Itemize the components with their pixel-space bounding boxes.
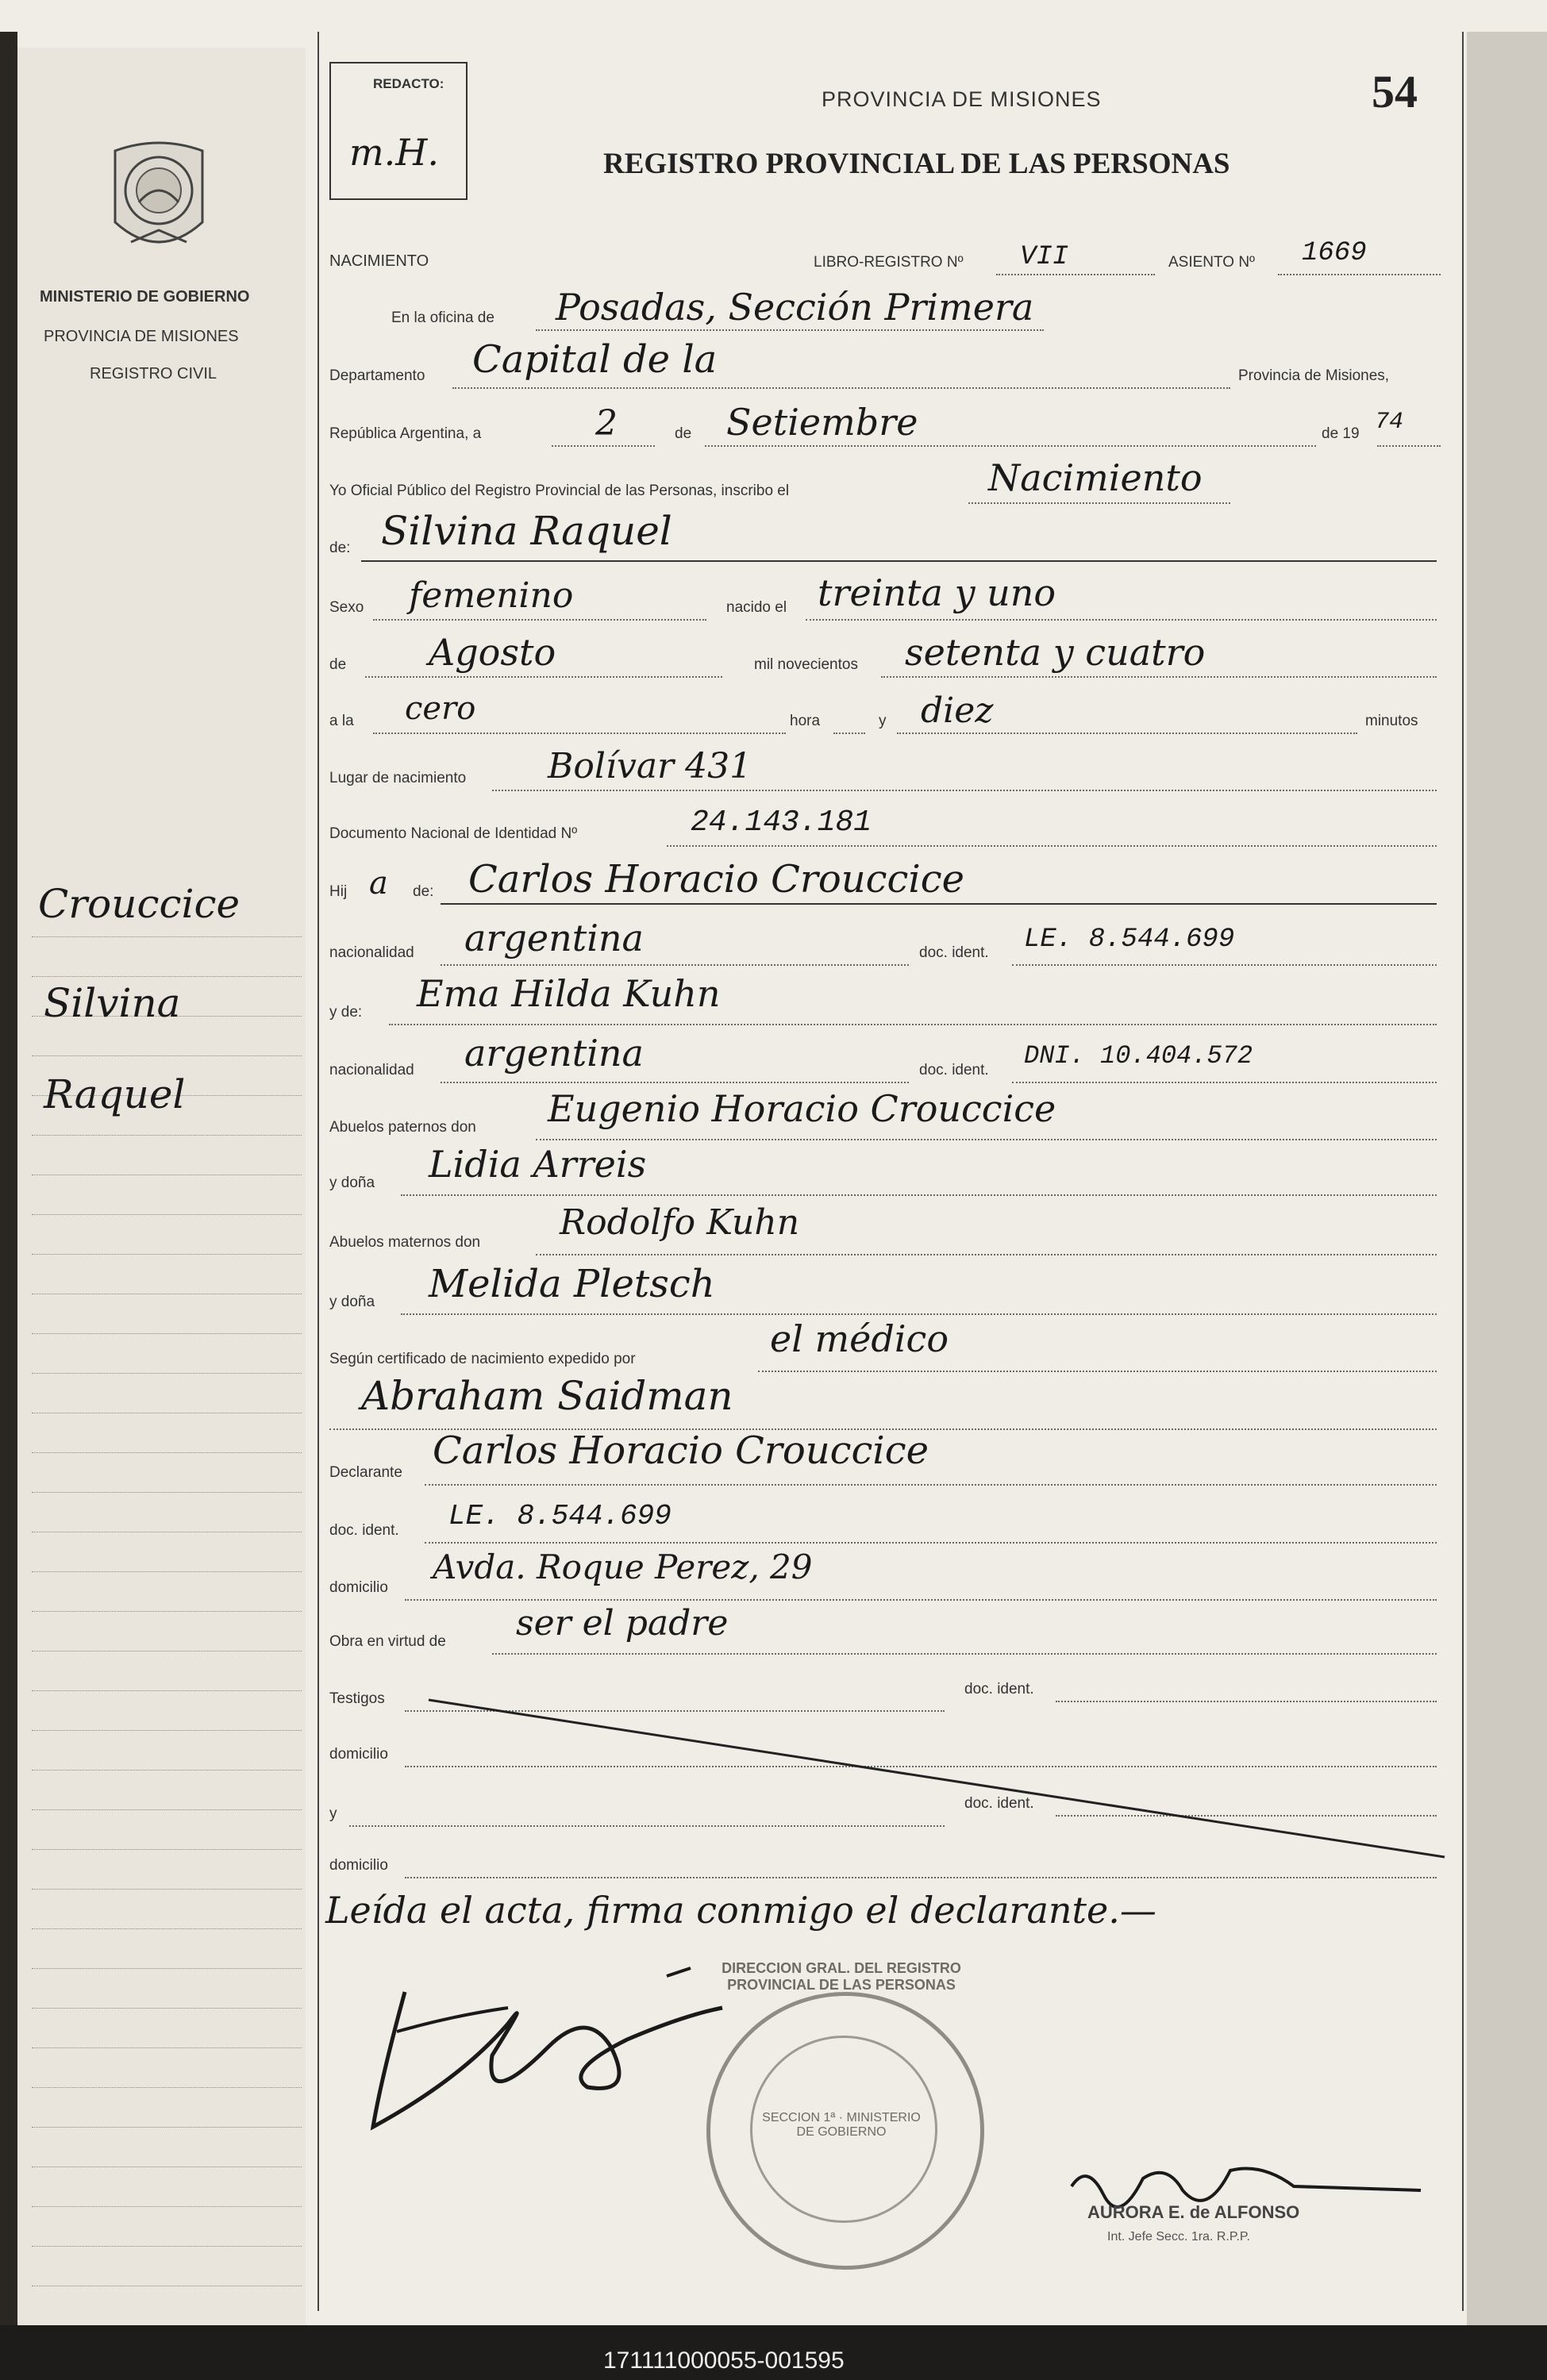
stub-column — [0, 48, 306, 2325]
libro-line — [996, 274, 1155, 275]
dia-line — [552, 445, 655, 447]
asiento-label: ASIENTO Nº — [1168, 254, 1255, 271]
hij-label: Hij — [329, 883, 348, 900]
hij-suffix: a — [369, 865, 388, 902]
de2-label: de: — [329, 540, 351, 556]
mes-nac-line — [365, 676, 722, 678]
margin-name-2: Raquel — [44, 1071, 186, 1117]
declarant-signature — [349, 1960, 762, 2151]
binding-edge — [0, 32, 17, 2325]
anio-value: 74 — [1375, 409, 1404, 436]
hora-line — [373, 732, 786, 734]
margin-name-1: Silvina — [44, 980, 181, 1026]
yde-label: y de: — [329, 1004, 363, 1021]
nac1-value: argentina — [464, 917, 644, 959]
lugar-label: Lugar de nacimiento — [329, 770, 467, 786]
page-number: 54 — [1372, 66, 1418, 117]
registry-title: REGISTRO PROVINCIAL DE LAS PERSONAS — [603, 148, 1230, 180]
redacto-label: REDACTO: — [373, 76, 444, 91]
minutos-value: diez — [921, 690, 994, 731]
departamento-value: Capital de la — [472, 337, 718, 382]
testigos-label: Testigos — [329, 1690, 385, 1707]
stamp-line-1: AURORA E. de ALFONSO — [1087, 2202, 1300, 2222]
barcode-text: 171111000055-001595 — [603, 2347, 845, 2374]
provincial-emblem-icon — [99, 135, 218, 266]
doc1-line — [1012, 964, 1437, 966]
redacto-initials: m.H. — [349, 131, 439, 174]
dom2-label: domicilio — [329, 1746, 388, 1763]
acto-value: Nacimiento — [988, 456, 1203, 499]
seal-inner-text: SECCION 1ª · MINISTERIO DE GOBIERNO — [762, 2111, 921, 2139]
docd-line — [425, 1542, 1437, 1544]
mes-nac-value: Agosto — [429, 631, 556, 674]
nombre-value: Silvina Raquel — [381, 508, 672, 554]
abpat-value: Eugenio Horacio Crouccice — [548, 1087, 1056, 1130]
declarante-value: Carlos Horacio Crouccice — [433, 1428, 929, 1473]
ala-label: a la — [329, 713, 354, 729]
minutos-line — [897, 732, 1357, 734]
de3-label: de — [329, 656, 347, 673]
mes-line — [705, 445, 1316, 447]
cert-line — [758, 1371, 1437, 1372]
nombre-line — [361, 560, 1437, 562]
ministry-line-3: REGISTRO CIVIL — [90, 365, 217, 383]
doc1-value: LE. 8.544.699 — [1024, 925, 1235, 955]
strike-through-line — [421, 1690, 1453, 1865]
acto-line — [968, 502, 1230, 504]
dni-label: Documento Nacional de Identidad Nº — [329, 825, 578, 842]
declarante-label: Declarante — [329, 1464, 402, 1481]
sexo-label: Sexo — [329, 599, 364, 616]
nac2-line — [441, 1082, 909, 1083]
anio-line — [1377, 445, 1441, 447]
y-label: y — [879, 713, 887, 729]
lugar-line — [492, 790, 1437, 791]
anio-nac-value: setenta y cuatro — [905, 631, 1206, 674]
hora-dots — [833, 732, 865, 734]
abpat2-line — [401, 1194, 1437, 1196]
oficina-label: En la oficina de — [391, 310, 495, 326]
mes-value: Setiembre — [726, 401, 918, 444]
nac1-label: nacionalidad — [329, 944, 414, 961]
departamento-line — [452, 387, 1230, 389]
domicilio-value: Avda. Roque Perez, 29 — [433, 1548, 813, 1586]
doc2-line — [1012, 1082, 1437, 1083]
dni-value: 24.143.181 — [691, 806, 872, 840]
nac1-line — [441, 964, 909, 966]
declarante-line — [425, 1484, 1437, 1486]
dom3-line — [405, 1877, 1437, 1878]
oficina-value: Posadas, Sección Primera — [556, 286, 1034, 329]
oficial-label: Yo Oficial Público del Registro Provincial de las Personas, inscribo el — [329, 483, 790, 499]
abpat-label: Abuelos paternos don — [329, 1119, 476, 1136]
nacido-label: nacido el — [726, 599, 787, 616]
ministry-line-2: PROVINCIA DE MISIONES — [44, 328, 239, 345]
dia-nac-line — [806, 619, 1437, 621]
doc3-label: doc. ident. — [964, 1681, 1034, 1698]
doc2-label: doc. ident. — [919, 1062, 989, 1078]
obra-line — [492, 1653, 1437, 1655]
sexo-line — [373, 619, 706, 621]
hora-label: hora — [790, 713, 821, 729]
medico-value: Abraham Saidman — [361, 1373, 733, 1419]
doc4-label: doc. ident. — [964, 1795, 1034, 1812]
obra-label: Obra en virtud de — [329, 1633, 446, 1650]
stub-lines — [0, 0, 1, 1]
departamento-label: Departamento — [329, 367, 425, 384]
ydona2-label: y doña — [329, 1294, 375, 1310]
dia-nac-value: treinta y uno — [818, 571, 1056, 614]
republica-label: República Argentina, a — [329, 425, 482, 442]
abmat-label: Abuelos maternos don — [329, 1234, 481, 1251]
nacimiento-label: NACIMIENTO — [329, 252, 429, 270]
abmat2-line — [401, 1313, 1437, 1315]
docd-value: LE. 8.544.699 — [448, 1500, 672, 1532]
stamp-line-2: Int. Jefe Secc. 1ra. R.P.P. — [1107, 2230, 1250, 2244]
nac2-label: nacionalidad — [329, 1062, 414, 1078]
nac2-value: argentina — [464, 1032, 644, 1075]
domicilio-line — [405, 1599, 1437, 1601]
ydona1-label: y doña — [329, 1175, 375, 1191]
doc2-value: DNI. 10.404.572 — [1024, 1041, 1253, 1071]
provincia-label: Provincia de Misiones, — [1238, 367, 1390, 384]
seal-outer-text: DIRECCION GRAL. DEL REGISTRO PROVINCIAL DE LAS PERSONAS — [722, 1960, 961, 1993]
abmat2-value: Melida Pletsch — [429, 1262, 715, 1306]
abmat-value: Rodolfo Kuhn — [560, 1202, 800, 1243]
y2-label: y — [329, 1805, 337, 1822]
anio-label: de 19 — [1322, 425, 1360, 442]
cert-label: Según certificado de nacimiento expedido por — [329, 1351, 636, 1367]
province-title: PROVINCIA DE MISIONES — [822, 87, 1102, 111]
lugar-value: Bolívar 431 — [548, 746, 752, 786]
page-right-edge — [1467, 32, 1547, 2325]
ministry-line-1: MINISTERIO DE GOBIERNO — [40, 288, 250, 306]
minutos-label: minutos — [1365, 713, 1418, 729]
mil-label: mil novecientos — [754, 656, 858, 673]
domicilio-label: domicilio — [329, 1579, 388, 1596]
dom3-label: domicilio — [329, 1857, 388, 1874]
padre-value: Carlos Horacio Crouccice — [468, 857, 965, 902]
asiento-line — [1278, 274, 1441, 275]
padre-line — [441, 903, 1437, 905]
abmat-line — [536, 1254, 1437, 1255]
margin-surname: Crouccice — [38, 881, 241, 927]
dia-value: 2 — [595, 403, 618, 444]
libro-value: VII — [1020, 242, 1069, 272]
madre-value: Ema Hilda Kuhn — [417, 972, 721, 1015]
docd-label: doc. ident. — [329, 1522, 399, 1539]
asiento-value: 1669 — [1302, 238, 1367, 268]
obra-value: ser el padre — [516, 1603, 729, 1644]
doc1-label: doc. ident. — [919, 944, 989, 961]
closing-text: Leída el acta, firma conmigo el declarante.— — [325, 1889, 1156, 1932]
de-label: de — [675, 425, 692, 442]
libro-label: LIBRO-REGISTRO Nº — [814, 254, 964, 271]
madre-line — [389, 1024, 1437, 1025]
cert-value: el médico — [770, 1317, 949, 1360]
oficina-line — [536, 329, 1044, 331]
dni-line — [667, 845, 1437, 847]
hora-value: cero — [405, 690, 476, 727]
abpat2-value: Lidia Arreis — [429, 1143, 647, 1186]
sexo-value: femenino — [409, 575, 574, 616]
hij-de-label: de: — [413, 883, 434, 900]
official-signature — [1056, 2155, 1453, 2242]
anio-nac-line — [881, 676, 1437, 678]
abpat-line — [536, 1139, 1437, 1140]
